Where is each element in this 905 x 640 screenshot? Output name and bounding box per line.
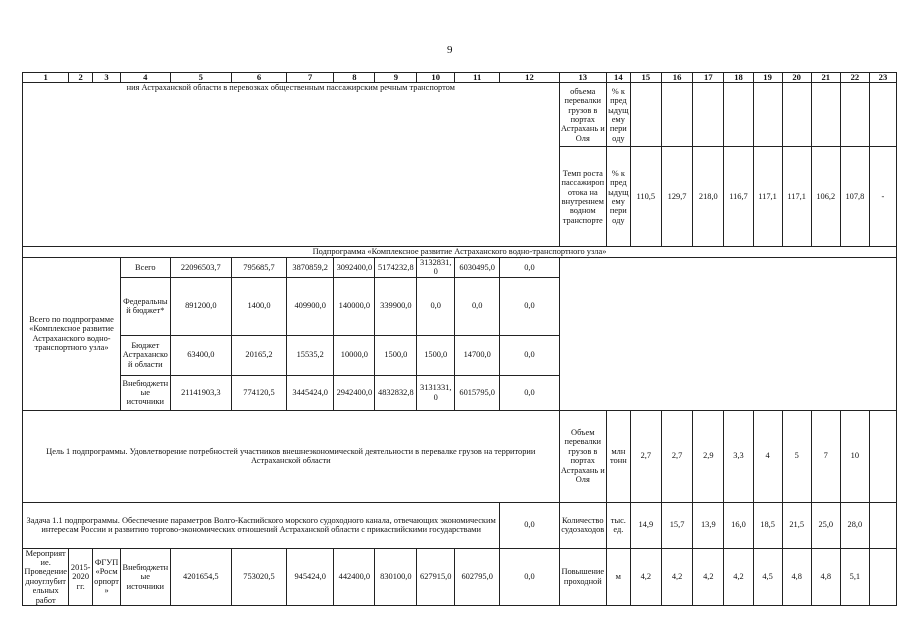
funding-value: 0,0 xyxy=(500,502,559,548)
indicator-value: 5,1 xyxy=(840,548,869,605)
indicator-value: 4,2 xyxy=(630,548,661,605)
indicator-value: 28,0 xyxy=(840,502,869,548)
funding-value: 14700,0 xyxy=(455,335,500,375)
empty-cell xyxy=(753,83,782,147)
indicator-value: 116,7 xyxy=(724,147,753,247)
indicator-value: 7 xyxy=(811,410,840,502)
funding-value: 3132831,0 xyxy=(417,257,455,277)
column-number: 15 xyxy=(630,73,661,83)
measure-name: Мероприятие. Проведение дноуглубительных работ xyxy=(24,548,67,605)
indicator-value: 129,7 xyxy=(661,147,692,247)
funding-value: 753020,5 xyxy=(232,548,287,605)
funding-value: 0,0 xyxy=(455,277,500,335)
funding-value: 0,0 xyxy=(417,277,455,335)
funding-value: 6030495,0 xyxy=(455,257,500,277)
column-number: 3 xyxy=(93,73,121,83)
funding-source: Внебюджетные источники xyxy=(121,548,171,605)
indicator-value: 106,2 xyxy=(811,147,840,247)
indicator-value: 4,2 xyxy=(724,548,753,605)
funding-value: 4832832,8 xyxy=(375,375,417,410)
indicator-name: объема перевалки грузов в портах Астрахань и Оля xyxy=(559,83,606,147)
funding-value: 795685,7 xyxy=(232,257,287,277)
indicator-unit: % к предыдущему периоду xyxy=(606,147,630,247)
measure-row xyxy=(23,548,897,605)
empty-cell xyxy=(840,83,869,147)
goal-text: Цель 1 подпрограммы. Удовлетворение потребностей участников внешнеэкономической деятельности в перевалке грузов на территории Астраханской области xyxy=(23,410,560,502)
column-number: 16 xyxy=(661,73,692,83)
empty-cell xyxy=(869,83,896,147)
funding-value: 20165,2 xyxy=(232,335,287,375)
indicator-value: 117,1 xyxy=(782,147,811,247)
empty-cell xyxy=(869,548,896,605)
funding-value: 442400,0 xyxy=(334,548,375,605)
indicator-value: 107,8 xyxy=(840,147,869,247)
task-text: Задача 1.1 подпрограммы. Обеспечение параметров Волго-Каспийского морского судоходного канала, отвечающих экономическим интересам России и развитию торгово-экономических отношений Астраханской области с прикаспийскими государствами xyxy=(23,502,500,548)
indicator-value: 4,2 xyxy=(661,548,692,605)
indicator-unit: м xyxy=(606,548,630,605)
column-number-row xyxy=(23,73,897,83)
funding-value: 409900,0 xyxy=(286,277,333,335)
indicator-value: 4 xyxy=(753,410,782,502)
empty-cell xyxy=(869,410,896,502)
funding-value: 1400,0 xyxy=(232,277,287,335)
funding-value: 891200,0 xyxy=(170,277,231,335)
indicator-value: 15,7 xyxy=(661,502,692,548)
funding-value: 3131331,0 xyxy=(417,375,455,410)
indicator-value: 3,3 xyxy=(724,410,753,502)
indicator-value: 16,0 xyxy=(724,502,753,548)
funding-value: 1500,0 xyxy=(417,335,455,375)
funding-value: 945424,0 xyxy=(286,548,333,605)
funding-value: 0,0 xyxy=(500,548,559,605)
indicator-value: 4,8 xyxy=(811,548,840,605)
funding-value: 22096503,7 xyxy=(170,257,231,277)
funding-value: 15535,2 xyxy=(286,335,333,375)
subprogram-table xyxy=(22,72,897,606)
funding-value: 5174232,8 xyxy=(375,257,417,277)
indicator-value: 2,7 xyxy=(630,410,661,502)
column-number: 1 xyxy=(23,73,69,83)
funding-value: 3445424,0 xyxy=(286,375,333,410)
empty-cell xyxy=(811,83,840,147)
funding-value: 339900,0 xyxy=(375,277,417,335)
indicator-value: 2,7 xyxy=(661,410,692,502)
empty-cell xyxy=(869,502,896,548)
indicator-value: 21,5 xyxy=(782,502,811,548)
indicator-value: 2,9 xyxy=(693,410,724,502)
column-number: 5 xyxy=(170,73,231,83)
goal-text-continued: ния Астраханской области в перевозках общественным пассажирским речным транспортом xyxy=(23,83,560,247)
funding-value: 140000,0 xyxy=(334,277,375,335)
indicator-value: - xyxy=(869,147,896,247)
empty-cell xyxy=(630,83,661,147)
task-row xyxy=(23,502,897,548)
column-number: 4 xyxy=(121,73,171,83)
empty-cell xyxy=(661,83,692,147)
indicator-value: 5 xyxy=(782,410,811,502)
funding-value: 0,0 xyxy=(500,277,559,335)
indicator-name: Количество судозаходов xyxy=(559,502,606,548)
column-number: 17 xyxy=(693,73,724,83)
empty-cell xyxy=(782,83,811,147)
funding-value: 830100,0 xyxy=(375,548,417,605)
indicator-unit: млн тонн xyxy=(606,410,630,502)
subprogram-title-row xyxy=(23,247,897,257)
indicator-row xyxy=(23,83,897,147)
empty-cell xyxy=(559,257,896,410)
column-number: 22 xyxy=(840,73,869,83)
funding-row xyxy=(23,257,897,277)
column-number: 2 xyxy=(69,73,93,83)
funding-value: 0,0 xyxy=(500,335,559,375)
funding-value: 10000,0 xyxy=(334,335,375,375)
funding-value: 0,0 xyxy=(500,375,559,410)
column-number: 18 xyxy=(724,73,753,83)
column-number: 14 xyxy=(606,73,630,83)
funding-value: 63400,0 xyxy=(170,335,231,375)
indicator-value: 25,0 xyxy=(811,502,840,548)
indicator-value: 10 xyxy=(840,410,869,502)
funding-source: Всего xyxy=(121,257,171,277)
indicator-value: 4,8 xyxy=(782,548,811,605)
measure-period: 2015-2020 гг. xyxy=(69,548,93,605)
funding-value: 0,0 xyxy=(500,257,559,277)
measure-executor: ФГУП «Росморпорт» xyxy=(93,548,121,605)
page-number: 9 xyxy=(447,44,453,56)
funding-source: Федеральный бюджет* xyxy=(121,277,171,335)
funding-value: 6015795,0 xyxy=(455,375,500,410)
funding-value: 602795,0 xyxy=(455,548,500,605)
indicator-value: 4,5 xyxy=(753,548,782,605)
column-number: 6 xyxy=(232,73,287,83)
funding-value: 1500,0 xyxy=(375,335,417,375)
column-number: 23 xyxy=(869,73,896,83)
indicator-unit: тыс. ед. xyxy=(606,502,630,548)
column-number: 7 xyxy=(286,73,333,83)
subprogram-title: Подпрограмма «Комплексное развитие Астраханского водно-транспортного узла» xyxy=(23,247,897,257)
indicator-value: 13,9 xyxy=(693,502,724,548)
column-number: 8 xyxy=(334,73,375,83)
indicator-name: Повышение проходной xyxy=(559,548,606,605)
column-number: 9 xyxy=(375,73,417,83)
goal-row xyxy=(23,410,897,502)
indicator-name: Темп роста пассажиропотока на внутреннем водном транспорте xyxy=(559,147,606,247)
column-number: 13 xyxy=(559,73,606,83)
indicator-value: 218,0 xyxy=(693,147,724,247)
column-number: 21 xyxy=(811,73,840,83)
funding-source: Бюджет Астраханской области xyxy=(121,335,171,375)
funding-value: 21141903,3 xyxy=(170,375,231,410)
funding-value: 3870859,2 xyxy=(286,257,333,277)
funding-value: 627915,0 xyxy=(417,548,455,605)
column-number: 10 xyxy=(417,73,455,83)
empty-cell xyxy=(724,83,753,147)
funding-value: 3092400,0 xyxy=(334,257,375,277)
column-number: 20 xyxy=(782,73,811,83)
indicator-value: 110,5 xyxy=(630,147,661,247)
indicator-unit: % к предыдущему периоду xyxy=(606,83,630,147)
funding-source: Внебюджетные источники xyxy=(121,375,171,410)
empty-cell xyxy=(693,83,724,147)
funding-value: 774120,5 xyxy=(232,375,287,410)
indicator-value: 4,2 xyxy=(693,548,724,605)
funding-value: 2942400,0 xyxy=(334,375,375,410)
indicator-name: Объем перевалки грузов в портах Астрахань и Оля xyxy=(559,410,606,502)
funding-value: 4201654,5 xyxy=(170,548,231,605)
total-label: Всего по подпрограмме «Комплексное развитие Астраханского водно-транспортного узла» xyxy=(23,257,121,410)
column-number: 11 xyxy=(455,73,500,83)
indicator-value: 14,9 xyxy=(630,502,661,548)
column-number: 12 xyxy=(500,73,559,83)
indicator-value: 117,1 xyxy=(753,147,782,247)
indicator-value: 18,5 xyxy=(753,502,782,548)
column-number: 19 xyxy=(753,73,782,83)
